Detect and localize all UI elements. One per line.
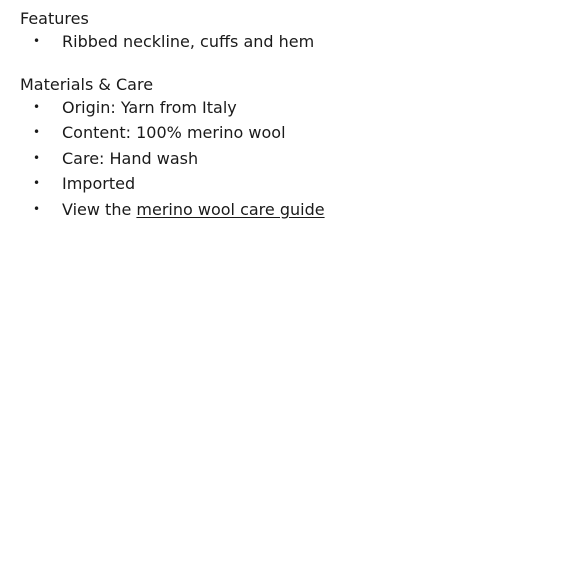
bullet-icon: •: [33, 125, 41, 140]
list-item: [20, 95, 560, 121]
materials-care-list: [20, 95, 560, 223]
list-item: [20, 146, 560, 172]
list-item: [20, 171, 560, 197]
feature-text: Ribbed neckline, cuffs and hem: [62, 32, 315, 51]
origin-text: Origin: Yarn from Italy: [62, 97, 237, 117]
bullet-icon: •: [33, 176, 41, 191]
care-text: Care: Hand wash: [62, 148, 199, 168]
materials-care-heading: Materials & Care: [20, 74, 154, 94]
bullet-icon: •: [33, 34, 41, 48]
features-heading: Features: [20, 9, 89, 28]
list-item: [20, 197, 560, 223]
content-text: Content: 100% merino wool: [62, 123, 286, 143]
product-details: [0, 0, 580, 223]
list-item: [20, 29, 560, 55]
bullet-icon: •: [33, 201, 41, 216]
bullet-icon: •: [33, 150, 41, 165]
imported-text: Imported: [62, 174, 136, 194]
features-list: [20, 29, 560, 55]
care-guide-prefix: View the: [62, 199, 137, 219]
list-item: [20, 120, 560, 146]
care-guide-link[interactable]: merino wool care guide: [136, 199, 325, 219]
bullet-icon: •: [33, 99, 41, 114]
